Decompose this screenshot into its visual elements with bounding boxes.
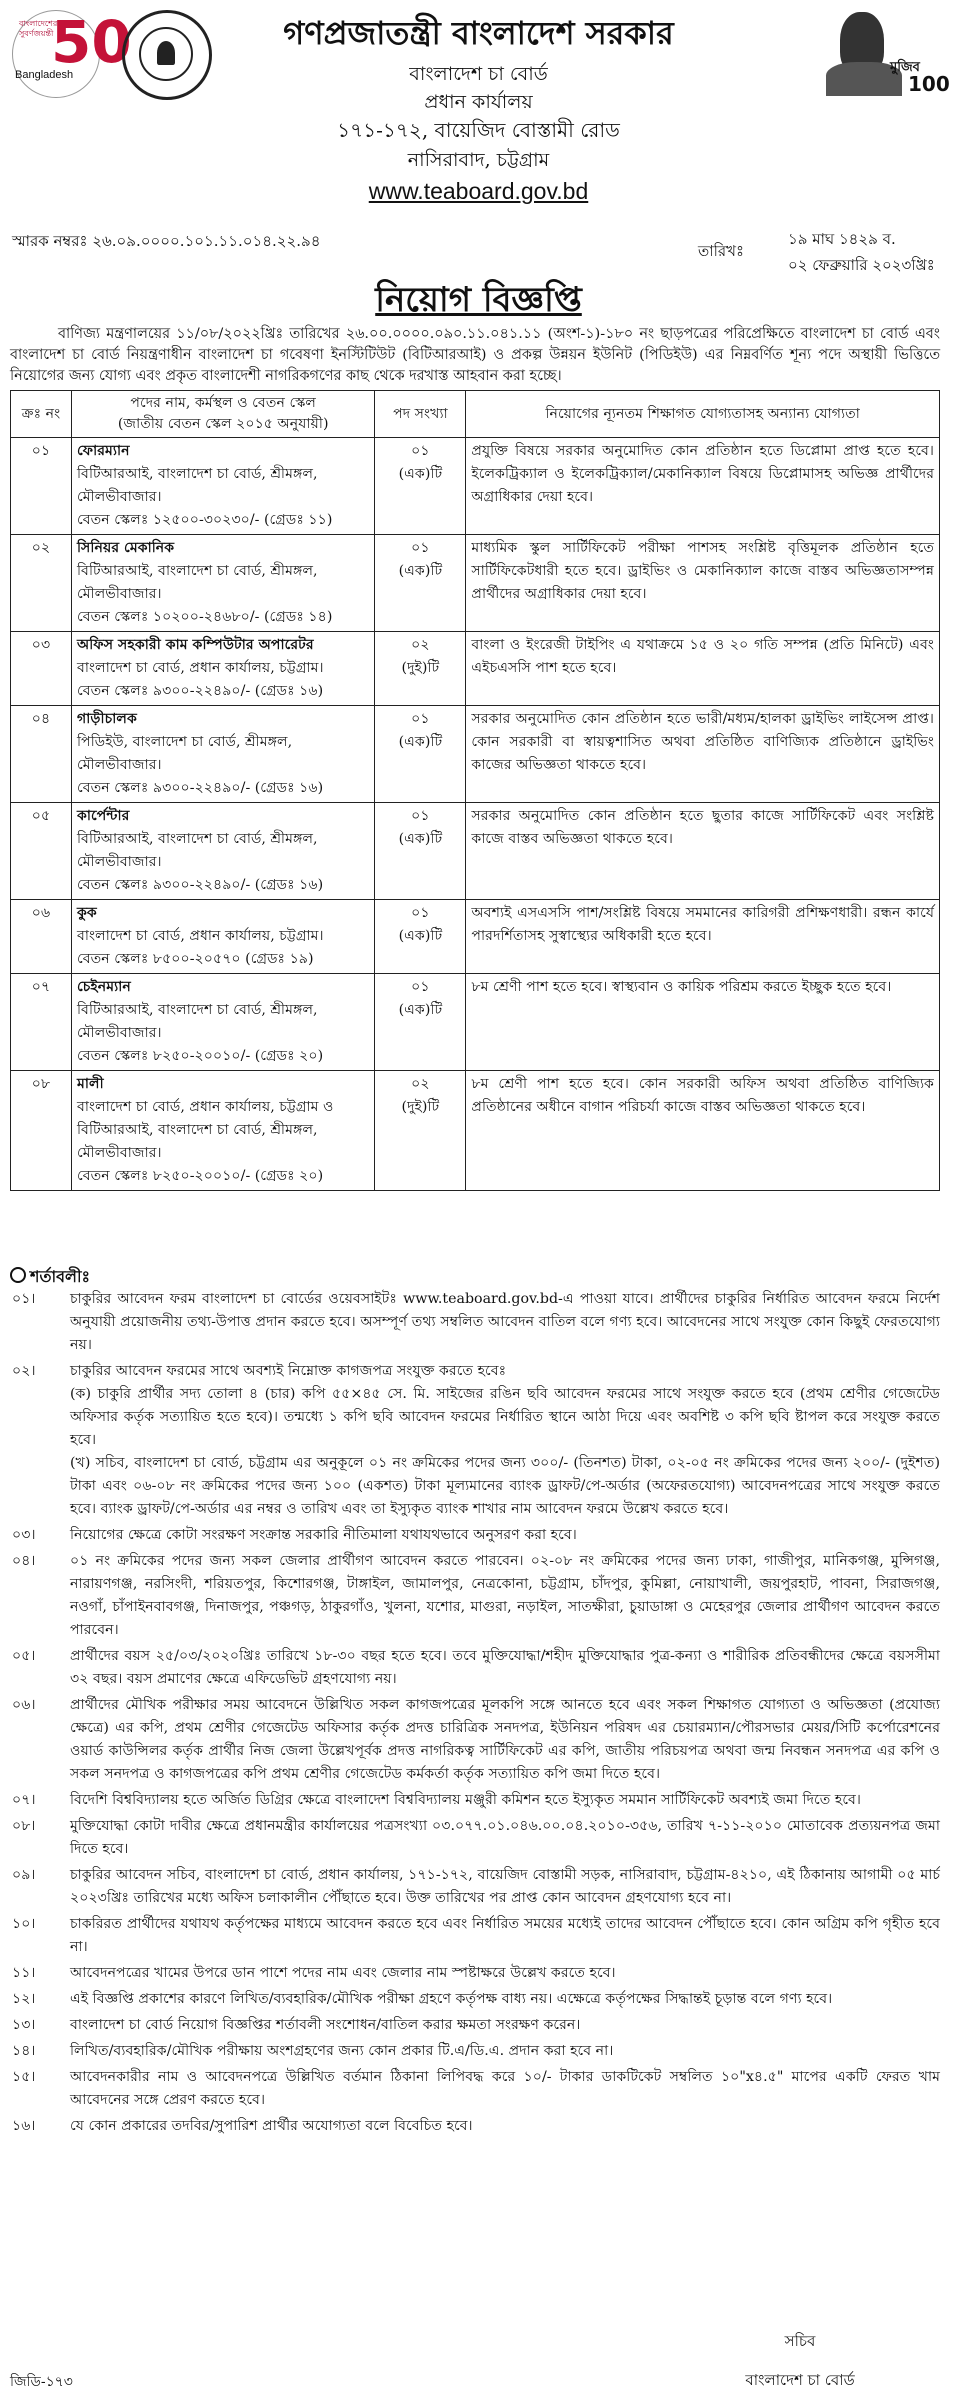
header-post-sub: (জাতীয় বেতন স্কেল ২০১৫ অনুযায়ী) [117,416,329,432]
post-workplace: বিটিআরআই, বাংলাদেশ চা বোর্ড, শ্রীমঙ্গল, মৌলভীবাজার। [77,831,318,870]
row-serial: ০২ [11,535,72,632]
government-title: গণপ্রজাতন্ত্রী বাংলাদেশ সরকার [283,14,674,52]
row-post-cell [72,803,375,900]
condition-number: ১২। [12,1991,36,2007]
row-serial: ০৩ [11,632,72,706]
post-count-words: (দুই)টি [401,1099,440,1115]
row-qualification: সরকার অনুমোদিত কোন প্রতিষ্ঠান হতে ছুতার কাজে সার্টিফিকেট এবং সংশ্লিষ্ট কাজে বাস্তব অভিজ্ঞতা থাকতে হবে। [466,803,940,900]
header-serial: ক্রঃ নং [11,391,72,438]
header-count: পদ সংখ্যা [375,391,466,438]
post-count-words: (এক)টি [398,831,443,847]
circle-bullet-icon [10,1267,26,1283]
condition-number: ০৭। [12,1792,36,1808]
logo-jubilee-text: বাংলাদেশের সুবর্ণজয়ন্তী [19,19,58,38]
table-row [11,706,940,803]
post-name: সিনিয়র মেকানিক [77,540,175,556]
post-name: মালী [77,1076,104,1092]
condition-item [10,1988,940,2011]
condition-text [70,1645,940,1691]
row-count-cell [375,974,466,1071]
post-count: ০১ [411,443,430,459]
conditions-list [10,1288,940,2141]
post-count-words: (এক)টি [398,563,443,579]
condition-line: নিয়োগের ক্ষেত্রে কোটা সংরক্ষণ সংক্রান্ত সরকারি নীতিমালা যথাযথভাবে অনুসরণ করা হবে। [70,1527,577,1543]
condition-text [70,2040,940,2063]
posts-table [10,390,940,1191]
condition-item [10,1864,940,1910]
notice-title: নিয়োগ বিজ্ঞপ্তি [375,280,582,320]
condition-text [70,1550,940,1642]
job-circular-page [10,6,950,2394]
address-line-2: নাসিরাবাদ, চট্টগ্রাম [407,149,550,171]
post-workplace: বিটিআরআই, বাংলাদেশ চা বোর্ড, শ্রীমঙ্গল, মৌলভীবাজার। [77,466,318,505]
mujib-label: মুজিব [890,60,920,75]
post-name: ফোরম্যান [77,443,130,459]
signature-org: বাংলাদেশ চা বোর্ড [745,2371,855,2389]
condition-number: ০৩। [12,1527,36,1543]
condition-line: চাকুরির আবেদন ফরম বাংলাদেশ চা বোর্ডের ওয়েবসাইটঃ www.teaboard.gov.bd-এ পাওয়া যাবে। প্রার্থীদের চাকুরির নির্ধারিত আবেদন ফরমে নির্দেশ অনুযায়ী প্রয়োজনীয় তথ্য-উপাত্ত প্রদান করতে হবে। অসম্পূর্ণ তথ্য সম্বলিত আবেদন বাতিল বলে গণ্য হবে। আবেদনের সাথে সংযুক্ত কোন কিছুই ফেরতযোগ্য নয়। [70,1291,940,1353]
condition-text [70,1288,940,1357]
row-post-cell [72,438,375,535]
condition-line: ০১ নং ক্রমিকের পদের জন্য সকল জেলার প্রার্থীগণ আবেদন করতে পারবেন। ০২-০৮ নং ক্রমিকের পদের জন্য ঢাকা, গাজীপুর, মানিকগঞ্জ, মুন্সিগঞ্জ, নারায়ণগঞ্জ, নরসিংদী, শরিয়তপুর, কিশোরগঞ্জ, টাঙ্গাইল, জামালপুর, নেত্রকোনা, চট্টগ্রাম, চাঁদপুর, কুমিল্লা, নোয়াখালী, জয়পুরহাট, পাবনা, সিরাজগঞ্জ, নওগাঁ, চাঁপাইনবাবগঞ্জ, দিনাজপুর, পঞ্চগড়, ঠাকুরগাঁও, খুলনা, যশোর, মাগুরা, নড়াইল, সাতক্ষীরা, চুয়াডাঙ্গা ও মেহেরপুর জেলার প্রার্থীগণ আবেদন করতে পারবেন। [70,1553,940,1638]
signature-title: সচিব [784,2332,816,2350]
condition-number: ১০। [12,1916,36,1932]
condition-number: ১৩। [12,2017,36,2033]
post-workplace: বিটিআরআই, বাংলাদেশ চা বোর্ড, শ্রীমঙ্গল, মৌলভীবাজার। [77,563,318,602]
condition-number: ০২। [12,1363,36,1379]
row-serial: ০৮ [11,1071,72,1191]
condition-line: প্রার্থীদের মৌখিক পরীক্ষার সময় আবেদনে উল্লিখিত সকল কাগজপত্রের মূলকপি সঙ্গে আনতে হবে এবং সকল শিক্ষাগত যোগ্যতা ও অভিজ্ঞতা (প্রযোজ্য ক্ষেত্রে) এর কপি, প্রথম শ্রেণীর গেজেটেড অফিসার কর্তৃক প্রদত্ত চারিত্রিক সনদপত্র, ইউনিয়ন পরিষদ এর চেয়ারম্যান/পৌরসভার মেয়র/সিটি কর্পোরেশনের ওয়ার্ড কাউন্সিলর কর্তৃক প্রার্থীর নিজ জেলা উল্লেখপূর্বক প্রদত্ত নাগরিকত্ব সার্টিফিকেট এর কপি, জাতীয় পরিচয়পত্র অথবা জন্ম নিবন্ধন সনদপত্র এর কপি ও সকল সনদপত্র ও কাগজপত্রের কপি প্রথম শ্রেণীর গেজেটেড কর্মকর্তা কর্তৃক সত্যায়িত কপি জমা দিতে হবে। [70,1697,940,1782]
row-post-cell [72,632,375,706]
post-pay-scale: বেতন স্কেলঃ ৮৫০০-২০৫৭০ (গ্রেডঃ ১৯) [77,951,314,967]
post-name: চেইনম্যান [77,979,131,995]
table-row [11,535,940,632]
centenary-number: 100 [908,72,950,96]
condition-line: লিখিত/ব্যবহারিক/মৌখিক পরীক্ষায় অংশগ্রহণের জন্য কোন প্রকার টি.এ/ডি.এ. প্রদান করা হবে না। [70,2043,614,2059]
condition-number: ১১। [12,1965,36,1981]
condition-line: যে কোন প্রকারের তদবির/সুপারিশ প্রার্থীর অযোগ্যতা বলে বিবেচিত হবে। [70,2118,473,2134]
signature-block [700,2330,900,2394]
condition-text [70,1524,940,1547]
condition-item [10,1962,940,1985]
condition-number: ১৫। [12,2069,36,2085]
post-count-words: (দুই)টি [401,660,440,676]
condition-number: ০৪। [12,1553,36,1569]
post-workplace: বাংলাদেশ চা বোর্ড, প্রধান কার্যালয়, চট্টগ্রাম। [77,660,324,676]
condition-text [70,1864,940,1910]
condition-number: ১৪। [12,2043,36,2059]
date-english: ০২ ফেব্রুয়ারি ২০২৩খ্রিঃ [788,256,935,274]
condition-line: চাকুরির আবেদন সচিব, বাংলাদেশ চা বোর্ড, প্রধান কার্যালয়, ১৭১-১৭২, বায়েজিদ বোস্তামী সড়ক, নাসিরাবাদ, চট্টগ্রাম-৪২১০, এই ঠিকানায় আগামী ০৫ মার্চ ২০২৩খ্রিঃ তারিখের মধ্যে অফিস চলাকালীন পৌঁছাতে হবে। উক্ত তারিখের পর প্রাপ্ত কোন আবেদন গ্রহণযোগ্য হবে না। [70,1867,940,1906]
condition-item [10,1789,940,1812]
post-workplace: বাংলাদেশ চা বোর্ড, প্রধান কার্যালয়, চট্টগ্রাম ও বিটিআরআই, বাংলাদেশ চা বোর্ড, শ্রীমঙ্গল, মৌলভীবাজার। [77,1099,334,1161]
row-count-cell [375,900,466,974]
post-pay-scale: বেতন স্কেলঃ ৯৩০০-২২৪৯০/- (গ্রেডঃ ১৬) [77,877,324,893]
intro-paragraph: বাণিজ্য মন্ত্রণালয়ের ১১/০৮/২০২২খ্রিঃ তারিখের ২৬.০০.০০০০.০৯০.১১.০৪১.১১ (অংশ-১)-১৮০ নং ছাড়পত্রের পরিপ্রেক্ষিতে বাংলাদেশ চা বোর্ড এবং বাংলাদেশ চা বোর্ড নিয়ন্ত্রণাধীন বাংলাদেশ চা গবেষণা ইনস্টিটিউট (বিটিআরআই) ও প্রকল্প উন্নয়ন ইউনিট (পিডিইউ) এর নিম্নবর্ণিত শূন্য পদে অস্থায়ী ভিত্তিতে নিয়োগের জন্য যোগ্য এবং প্রকৃত বাংলাদেশী নাগরিকগণের কাছ থেকে দরখাস্ত আহবান করা হচ্ছে। [10,326,940,384]
post-pay-scale: বেতন স্কেলঃ ১০২০০-২৪৬৮০/- (গ্রেডঃ ১৪) [77,609,333,625]
row-serial: ০১ [11,438,72,535]
condition-line: এই বিজ্ঞপ্তি প্রকাশের কারণে লিখিত/ব্যবহারিক/মৌখিক পরীক্ষা গ্রহণে কর্তৃপক্ষ বাধ্য নয়। এক্ষেত্রে কর্তৃপক্ষের সিদ্ধান্তই চূড়ান্ত বলে গণ্য হবে। [70,1991,833,2007]
row-qualification: ৮ম শ্রেণী পাশ হতে হবে। কোন সরকারী অফিস অথবা প্রতিষ্ঠিত বাণিজ্যিক প্রতিষ্ঠানের অধীনে বাগান পরিচর্যা কাজে বাস্তব অভিজ্ঞতা থাকতে হবে। [466,1071,940,1191]
board-name: বাংলাদেশ চা বোর্ড [409,63,548,85]
row-count-cell [375,803,466,900]
logo-fifty-number: 50 [51,8,132,76]
table-header-row [11,391,940,438]
condition-number: ০৬। [12,1697,36,1713]
row-count-cell [375,706,466,803]
row-qualification: অবশ্যই এসএসসি পাশ/সংশ্লিষ্ট বিষয়ে সমমানের কারিগরী প্রশিক্ষণধারী। রন্ধন কার্যে পারদর্শিতাসহ সুস্বাস্থ্যের অধিকারী হতে হবে। [466,900,940,974]
header-post: পদের নাম, কর্মস্থল ও বেতন স্কেল (জাতীয় বেতন স্কেল ২০১৫ অনুযায়ী) [72,391,375,438]
condition-text [70,2014,940,2037]
post-pay-scale: বেতন স্কেলঃ ৮২৫০-২০০১০/- (গ্রেডঃ ২০) [77,1168,324,1184]
condition-number: ০৫। [12,1648,36,1664]
date-bangla: ১৯ মাঘ ১৪২৯ ব. [788,230,896,248]
condition-line: বাংলাদেশ চা বোর্ড নিয়োগ বিজ্ঞপ্তির শর্তাবলী সংশোধন/বাতিল করার ক্ষমতা সংরক্ষণ করেন। [70,2017,581,2033]
post-count: ০১ [411,808,430,824]
condition-text [70,2066,940,2112]
condition-text [70,1962,940,1985]
row-qualification: বাংলা ও ইংরেজী টাইপিং এ যথাক্রমে ১৫ ও ২০ গতি সম্পন্ন (প্রতি মিনিটে) এবং এইচএসসি পাশ হতে হবে। [466,632,940,706]
row-qualification: প্রযুক্তি বিষয়ে সরকার অনুমোদিত কোন প্রতিষ্ঠান হতে ডিপ্লোমা প্রাপ্ত হতে হবে। ইলেকট্রিক্যাল ও ইলেকট্রিক্যাল/মেকানিক্যাল বিষয়ে ডিপ্লোমাসহ অভিজ্ঞ প্রার্থীদের অগ্রাধিকার দেয়া হবে। [466,438,940,535]
condition-number: ০১। [12,1291,36,1307]
row-count-cell [375,632,466,706]
header-qualification: নিয়োগের ন্যূনতম শিক্ষাগত যোগ্যতাসহ অন্যান্য যোগ্যতা [466,391,940,438]
row-qualification: সরকার অনুমোদিত কোন প্রতিষ্ঠান হতে ভারী/মধ্যম/হালকা ড্রাইভিং লাইসেন্স প্রাপ্ত। কোন সরকারী বা স্বায়ত্বশাসিত অথবা প্রতিষ্ঠিত বাণিজ্যিক প্রতিষ্ঠানে ড্রাইভিং কাজের অভিজ্ঞতা থাকতে হবে। [466,706,940,803]
post-count: ০১ [411,905,430,921]
condition-text [70,2115,940,2138]
condition-item [10,1524,940,1547]
row-count-cell [375,1071,466,1191]
post-count-words: (এক)টি [398,928,443,944]
condition-item [10,1694,940,1786]
condition-item [10,1913,940,1959]
post-pay-scale: বেতন স্কেলঃ ১২৫০০-৩০২৩০/- (গ্রেডঃ ১১) [77,512,333,528]
post-count: ০১ [411,979,430,995]
post-count-words: (এক)টি [398,1002,443,1018]
condition-text [70,1694,940,1786]
condition-item [10,1550,940,1642]
condition-number: ০৮। [12,1818,36,1834]
post-name: গাড়ীচালক [77,711,137,727]
row-serial: ০৬ [11,900,72,974]
row-serial: ০৭ [11,974,72,1071]
row-post-cell [72,535,375,632]
row-serial: ০৫ [11,803,72,900]
condition-line: চাকুরির আবেদন ফরমের সাথে অবশ্যই নিম্নোক্ত কাগজপত্র সংযুক্ত করতে হবেঃ [70,1363,507,1379]
post-name: কার্পেন্টার [77,808,130,824]
logo-country-text: Bangladesh [15,69,74,81]
table-row [11,803,940,900]
post-pay-scale: বেতন স্কেলঃ ৯৩০০-২২৪৯০/- (গ্রেডঃ ১৬) [77,683,324,699]
post-count: ০১ [411,540,430,556]
condition-number: ১৬। [12,2118,36,2134]
post-workplace: বিটিআরআই, বাংলাদেশ চা বোর্ড, শ্রীমঙ্গল, মৌলভীবাজার। [77,1002,318,1041]
condition-text [70,1789,940,1812]
condition-item [10,1815,940,1861]
table-row [11,632,940,706]
row-qualification: মাধ্যমিক স্কুল সার্টিফিকেট পরীক্ষা পাশসহ সংশ্লিষ্ট বৃত্তিমূলক প্রতিষ্ঠান হতে সার্টিফিকেটধারী হতে হবে। ড্রাইভিং ও মেকানিক্যাল কাজে বাস্তব অভিজ্ঞতাসম্পন্ন প্রার্থীদের অগ্রাধিকার দেয়া হবে। [466,535,940,632]
condition-text [70,1815,940,1861]
condition-line: আবেদনকারীর নাম ও আবেদনপত্রে উল্লিখিত বর্তমান ঠিকানা লিপিবদ্ধ করে ১০/- টাকার ডাকটিকেট সম্বলিত ১০"x৪.৫" মাপের একটি ফেরত খাম আবেদনের সঙ্গে প্রেরণ করতে হবে। [70,2069,940,2108]
post-workplace: বাংলাদেশ চা বোর্ড, প্রধান কার্যালয়, চট্টগ্রাম। [77,928,324,944]
condition-line: (ক) চাকুরি প্রার্থীর সদ্য তোলা ৪ (চার) কপি ৫৫×৪৫ সে. মি. সাইজের রঙিন ছবি আবেদন ফরমের সাথে সংযুক্ত করতে হবে (প্রথম শ্রেণীর গেজেটেড অফিসার কর্তৃক সত্যায়িত হতে হবে)। তন্মধ্যে ১ কপি ছবি আবেদন ফরমের নির্ধারিত স্থানে আঠা দিয়ে এবং অবশিষ্ট ৩ কপি ছবি ষ্টাপল করে সংযুক্ত করতে হবে। [70,1386,940,1448]
condition-text [70,1360,940,1521]
table-row [11,974,940,1071]
row-post-cell [72,974,375,1071]
table-row [11,438,940,535]
website-link[interactable]: www.teaboard.gov.bd [368,178,589,204]
memo-number: স্মারক নম্বরঃ ২৬.০৯.০০০০.১০১.১১.০১৪.২২.৯৪ [12,232,321,250]
row-serial: ০৪ [11,706,72,803]
office-name: প্রধান কার্যালয় [424,91,533,113]
post-pay-scale: বেতন স্কেলঃ ৮২৫০-২০০১০/- (গ্রেডঃ ২০) [77,1048,324,1064]
post-count: ০২ [411,1076,430,1092]
post-name: অফিস সহকারী কাম কম্পিউটার অপারেটর [77,637,314,653]
reference-code: জিডি-১৭৩ [10,2374,73,2390]
post-count-words: (এক)টি [398,466,443,482]
post-name: কুক [77,905,97,921]
condition-item [10,1360,940,1521]
row-count-cell [375,535,466,632]
row-qualification: ৮ম শ্রেণী পাশ হতে হবে। স্বাস্থ্যবান ও কায়িক পরিশ্রম করতে ইচ্ছুক হতে হবে। [466,974,940,1071]
post-workplace: পিডিইউ, বাংলাদেশ চা বোর্ড, শ্রীমঙ্গল, মৌলভীবাজার। [77,734,293,773]
row-post-cell [72,706,375,803]
condition-item [10,2115,940,2138]
condition-line: মুক্তিযোদ্ধা কোটা দাবীর ক্ষেত্রে প্রধানমন্ত্রীর কার্যালয়ের পত্রসংখ্যা ০৩.০৭৭.০১.০৪৬.০০.০৪.২০১০-৩৫৬, তারিখ ৭-১১-২০১০ মোতাবেক প্রত্যয়নপত্র জমা দিতে হবে। [70,1818,940,1857]
condition-number: ০৯। [12,1867,36,1883]
date-label: তারিখঃ [698,242,744,260]
row-post-cell [72,900,375,974]
post-count-words: (এক)টি [398,734,443,750]
condition-text [70,1913,940,1959]
condition-line: বিদেশি বিশ্ববিদ্যালয় হতে অর্জিত ডিগ্রির ক্ষেত্রে বাংলাদেশ বিশ্ববিদ্যালয় মঞ্জুরী কমিশন হতে ইস্যুকৃত সমমান সার্টিফিকেট অবশ্যই জমা দিতে হবে। [70,1792,862,1808]
condition-line: চাকরিরত প্রার্থীদের যথাযথ কর্তৃপক্ষের মাধ্যমে আবেদন করতে হবে এবং নির্ধারিত সময়ের মধ্যেই তাদের আবেদন পৌঁছাতে হবে। কোন অগ্রিম কপি গৃহীত হবে না। [70,1916,940,1955]
post-count: ০১ [411,711,430,727]
condition-item [10,2014,940,2037]
table-row [11,1071,940,1191]
condition-item [10,1288,940,1357]
condition-line: (খ) সচিব, বাংলাদেশ চা বোর্ড, চট্টগ্রাম এর অনুকূলে ০১ নং ক্রমিকের পদের জন্য ৩০০/- (তিনশত) টাকা, ০২-০৫ নং ক্রমিকের পদের জন্য ২০০/- (দুইশত) টাকা এবং ০৬-০৮ নং ক্রমিকের পদের জন্য ১০০ (একশত) টাকা মূল্যমানের ব্যাংক ড্রাফট/পে-অর্ডার (অফেরতযোগ্য) আবেদনপত্রের সাথে সংযুক্ত করতে হবে। ব্যাংক ড্রাফট/পে-অর্ডার এর নম্বর ও তারিখ এবং তা ইস্যুকৃত ব্যাংক শাখার নাম আবেদন ফরমে উল্লেখ করতে হবে। [70,1455,940,1517]
condition-item [10,2040,940,2063]
condition-line: প্রার্থীদের বয়স ২৫/০৩/২০২০খ্রিঃ তারিখে ১৮-৩০ বছর হতে হবে। তবে মুক্তিযোদ্ধা/শহীদ মুক্তিযোদ্ধার পুত্র-কন্যা ও শারীরিক প্রতিবন্ধীদের ক্ষেত্রে বয়সসীমা ৩২ বছর। বয়স প্রমাণের ক্ষেত্রে এফিডেভিট গ্রহণযোগ্য নয়। [70,1648,940,1687]
condition-text [70,1988,940,2011]
row-count-cell [375,438,466,535]
condition-line: আবেদনপত্রের খামের উপরে ডান পাশে পদের নাম এবং জেলার নাম স্পষ্টাক্ষরে উল্লেখ করতে হবে। [70,1965,616,1981]
table-row [11,900,940,974]
post-pay-scale: বেতন স্কেলঃ ৯৩০০-২২৪৯০/- (গ্রেডঃ ১৬) [77,780,324,796]
address-line-1: ১৭১-১৭২, বায়েজিদ বোস্তামী রোড [337,118,620,142]
conditions-title: শর্তাবলীঃ [10,1264,90,1291]
condition-item [10,1645,940,1691]
row-post-cell [72,1071,375,1191]
condition-item [10,2066,940,2112]
post-count: ০২ [411,637,430,653]
